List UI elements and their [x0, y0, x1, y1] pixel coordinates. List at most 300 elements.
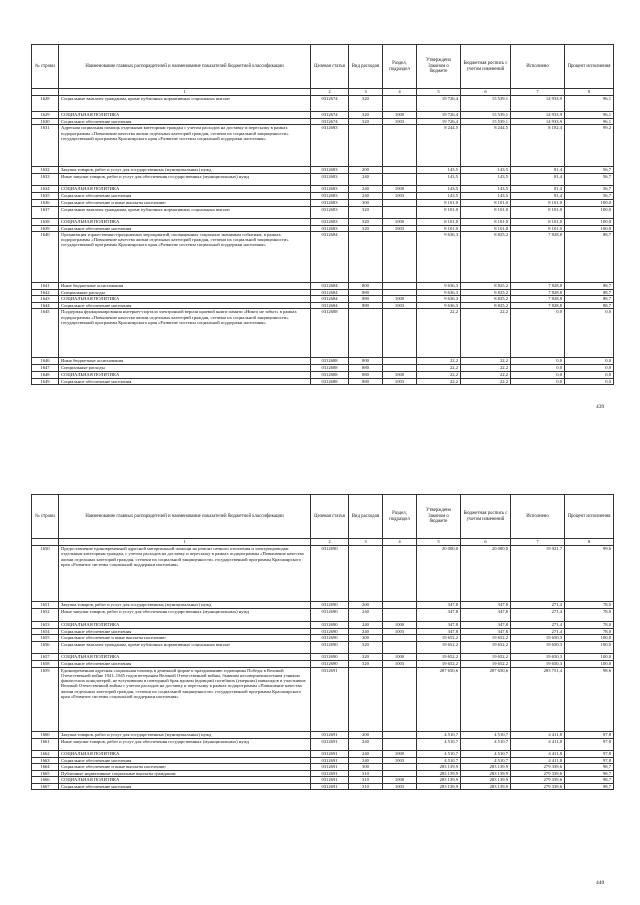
row-name: СОЦИАЛЬНАЯ ПОЛИТИКА — [59, 112, 311, 119]
row-target-article: 0312674 — [311, 112, 349, 119]
row-section — [383, 174, 417, 186]
row-target-article: 0312683 — [311, 199, 349, 206]
row-schedule: 347,8 — [461, 602, 511, 609]
row-name: Предоставление единовременной адресной материальной помощи на ремонт печного отопления и электропроводки отдельным категориям граждан, с учетом расходов на доставку и пересылку в рамках подпрограммы «Повышение качества жизни отдельных категорий граждан, степени их социальной защищенности» государственной программы Красноярского края «Развитие системы социальной поддержки населения» — [59, 546, 311, 602]
row-percent: 100,0 — [565, 654, 614, 661]
row-approved: 19 726,4 — [417, 119, 461, 125]
row-number: 1654 — [32, 629, 59, 635]
row-name: Социальное обеспечение и иные выплаты населению — [59, 763, 311, 770]
row-target-article: 0312691 — [311, 667, 349, 731]
row-target-article: 0312688 — [311, 365, 349, 371]
row-section: 1003 — [383, 193, 417, 199]
row-executed: 8 101,0 — [511, 199, 565, 206]
row-expense-type: 320 — [349, 661, 383, 667]
row-schedule: 143,5 — [461, 186, 511, 193]
row-approved: 8 101,0 — [417, 199, 461, 206]
header-executed: Исполнено — [511, 495, 565, 539]
header-approved: Утверждено Законом о бюджете — [417, 495, 461, 539]
row-expense-type: 320 — [349, 218, 383, 225]
row-executed: 279 339,6 — [511, 784, 565, 790]
row-schedule: 22,2 — [461, 309, 511, 358]
row-schedule: 347,8 — [461, 622, 511, 629]
row-executed: 271,4 — [511, 629, 565, 635]
row-executed: 279 339,6 — [511, 763, 565, 770]
table-row — [32, 642, 614, 654]
row-number: 1628 — [32, 96, 59, 112]
table-row — [32, 750, 614, 757]
row-approved: 283 139,9 — [417, 784, 461, 790]
row-expense-type: 320 — [349, 206, 383, 218]
row-schedule: 8 101,0 — [461, 218, 511, 225]
table-row — [32, 96, 614, 112]
row-percent: 88,7 — [565, 282, 614, 289]
row-section — [383, 309, 417, 358]
table-row — [32, 609, 614, 622]
row-percent: 100,0 — [565, 218, 614, 225]
row-executed: 271,4 — [511, 622, 565, 629]
row-expense-type: 310 — [349, 777, 383, 784]
row-approved: 22,2 — [417, 365, 461, 371]
header-expense-type: Вид расходов — [349, 45, 383, 89]
row-expense-type: 300 — [349, 199, 383, 206]
row-schedule: 19 652,2 — [461, 635, 511, 642]
row-schedule: 8 825,2 — [461, 296, 511, 303]
row-executed: 4 411,8 — [511, 757, 565, 763]
row-percent: 98,7 — [565, 777, 614, 784]
row-section: 1000 — [383, 112, 417, 119]
row-number: 1649 — [32, 378, 59, 384]
row-section — [383, 609, 417, 622]
row-schedule: 8 825,2 — [461, 282, 511, 289]
row-section — [383, 96, 417, 112]
row-schedule: 143,5 — [461, 193, 511, 199]
header-schedule: Бюджетная роспись с учетом изменений — [461, 45, 511, 89]
row-schedule: 4 510,7 — [461, 757, 511, 763]
row-name: Социальное обеспечение и иные выплаты населению — [59, 635, 311, 642]
table-row — [32, 112, 614, 119]
row-name: Социальное обеспечение и иные выплаты населению — [59, 199, 311, 206]
row-approved: 22,2 — [417, 378, 461, 384]
row-number: 1630 — [32, 119, 59, 125]
header-section: Раздел, подраздел — [383, 45, 417, 89]
row-executed: 19 650,3 — [511, 654, 565, 661]
row-approved: 347,8 — [417, 609, 461, 622]
row-section — [383, 763, 417, 770]
row-number: 1653 — [32, 622, 59, 629]
row-executed: 8 182,4 — [511, 125, 565, 167]
row-target-article: 0312690 — [311, 602, 349, 609]
row-executed: 0,0 — [511, 365, 565, 371]
row-approved: 4 510,7 — [417, 738, 461, 750]
column-index: 2 — [311, 89, 349, 96]
row-approved: 9 636,3 — [417, 282, 461, 289]
row-expense-type: 880 — [349, 365, 383, 371]
row-percent: 98,7 — [565, 770, 614, 776]
row-name: Социальное обеспечение населения — [59, 303, 311, 309]
row-number: 1634 — [32, 186, 59, 193]
row-target-article: 0312683 — [311, 225, 349, 231]
row-approved: 8 101,0 — [417, 218, 461, 225]
row-executed: 14 933,9 — [511, 119, 565, 125]
row-expense-type: 240 — [349, 738, 383, 750]
row-name: Социальное обеспечение населения — [59, 193, 311, 199]
row-section: 1000 — [383, 777, 417, 784]
row-number: 1646 — [32, 358, 59, 365]
row-percent: 78,0 — [565, 602, 614, 609]
row-percent: 0,0 — [565, 309, 614, 358]
row-number: 1662 — [32, 750, 59, 757]
row-expense-type: 240 — [349, 174, 383, 186]
row-schedule: 15 539,1 — [461, 112, 511, 119]
row-approved: 143,5 — [417, 186, 461, 193]
row-percent: 100,0 — [565, 635, 614, 642]
row-approved: 347,8 — [417, 622, 461, 629]
table-row — [32, 174, 614, 186]
row-schedule: 287 650,6 — [461, 667, 511, 731]
row-expense-type: 800 — [349, 282, 383, 289]
row-expense-type: 200 — [349, 602, 383, 609]
row-approved: 9 636,3 — [417, 296, 461, 303]
row-target-article: 0312674 — [311, 96, 349, 112]
header-row-number: № строки — [32, 45, 59, 89]
row-schedule: 8 101,0 — [461, 225, 511, 231]
row-executed: 19 650,3 — [511, 635, 565, 642]
table-row — [32, 622, 614, 629]
row-target-article: 0312688 — [311, 371, 349, 378]
row-section — [383, 199, 417, 206]
row-percent: 97,8 — [565, 757, 614, 763]
row-approved: 9 636,3 — [417, 289, 461, 295]
row-approved: 8 101,0 — [417, 225, 461, 231]
row-name: Иные бюджетные ассигнования — [59, 358, 311, 365]
row-expense-type: 240 — [349, 757, 383, 763]
row-percent: 100,0 — [565, 225, 614, 231]
row-target-article: 0312683 — [311, 186, 349, 193]
column-index: 6 — [461, 89, 511, 96]
table-row — [32, 282, 614, 289]
column-index: 1 — [59, 539, 311, 546]
row-schedule: 8 825,2 — [461, 289, 511, 295]
row-approved: 347,8 — [417, 602, 461, 609]
row-expense-type: 320 — [349, 96, 383, 112]
column-index: 7 — [511, 539, 565, 546]
row-target-article: 0312683 — [311, 193, 349, 199]
row-schedule: 19 652,2 — [461, 661, 511, 667]
row-percent: 0,0 — [565, 371, 614, 378]
row-section: 1000 — [383, 371, 417, 378]
row-target-article: 0312690 — [311, 642, 349, 654]
row-section — [383, 602, 417, 609]
row-target-article: 0312691 — [311, 738, 349, 750]
row-executed: 271,4 — [511, 609, 565, 622]
row-section: 1000 — [383, 750, 417, 757]
row-percent: 100,0 — [565, 206, 614, 218]
row-executed: 19 650,3 — [511, 642, 565, 654]
row-name: Социальные выплаты гражданам, кроме публичных нормативных социальных выплат — [59, 96, 311, 112]
row-approved: 143,5 — [417, 193, 461, 199]
table-row — [32, 231, 614, 282]
row-expense-type: 880 — [349, 378, 383, 384]
row-name: СОЦИАЛЬНАЯ ПОЛИТИКА — [59, 296, 311, 303]
row-name: Специальные расходы — [59, 365, 311, 371]
row-number: 1642 — [32, 289, 59, 295]
row-expense-type: 200 — [349, 167, 383, 174]
row-name: Социальные выплаты гражданам, кроме публичных нормативных социальных выплат — [59, 206, 311, 218]
row-section — [383, 635, 417, 642]
row-percent: 0,0 — [565, 365, 614, 371]
row-expense-type: 880 — [349, 289, 383, 295]
table-row — [32, 654, 614, 661]
row-percent: 88,7 — [565, 289, 614, 295]
column-index: 8 — [565, 89, 614, 96]
row-schedule: 283 139,9 — [461, 784, 511, 790]
row-section — [383, 546, 417, 602]
row-percent: 100,0 — [565, 642, 614, 654]
row-schedule: 4 510,7 — [461, 731, 511, 738]
row-executed: 14 933,9 — [511, 112, 565, 119]
row-approved: 22,2 — [417, 309, 461, 358]
row-percent: 96,1 — [565, 96, 614, 112]
table-row — [32, 125, 614, 167]
row-schedule: 8 825,2 — [461, 303, 511, 309]
row-number: 1644 — [32, 303, 59, 309]
row-expense-type — [349, 667, 383, 731]
row-schedule: 15 539,1 — [461, 96, 511, 112]
column-index: 2 — [311, 539, 349, 546]
row-approved: 287 650,6 — [417, 667, 461, 731]
row-percent: 0,0 — [565, 358, 614, 365]
row-number: 1633 — [32, 174, 59, 186]
row-name: Закупка товаров, работ и услуг для государственных (муниципальных) нужд — [59, 602, 311, 609]
row-number: 1636 — [32, 199, 59, 206]
table-row — [32, 635, 614, 642]
row-target-article: 0312684 — [311, 231, 349, 282]
column-index: 5 — [417, 89, 461, 96]
row-approved: 22,2 — [417, 371, 461, 378]
row-section — [383, 206, 417, 218]
row-schedule: 143,5 — [461, 167, 511, 174]
row-approved: 22,2 — [417, 358, 461, 365]
row-executed: 14 933,9 — [511, 96, 565, 112]
row-approved: 283 139,9 — [417, 777, 461, 784]
row-executed: 7 828,8 — [511, 289, 565, 295]
row-executed: 4 411,8 — [511, 731, 565, 738]
row-schedule: 22,2 — [461, 365, 511, 371]
header-expense-type: Вид расходов — [349, 495, 383, 539]
page-number: 439 — [596, 404, 605, 410]
row-expense-type: 240 — [349, 609, 383, 622]
row-section: 1003 — [383, 119, 417, 125]
row-target-article: 0312690 — [311, 629, 349, 635]
row-schedule: 8 244,5 — [461, 125, 511, 167]
row-percent: 100,0 — [565, 199, 614, 206]
row-name: СОЦИАЛЬНАЯ ПОЛИТИКА — [59, 218, 311, 225]
row-percent: 98,6 — [565, 667, 614, 731]
header-section: Раздел, подраздел — [383, 495, 417, 539]
row-target-article: 0312691 — [311, 750, 349, 757]
column-index: 7 — [511, 89, 565, 96]
row-number: 1660 — [32, 731, 59, 738]
row-name: Адресная социальная помощь отдельным категориям граждан с учетом расходов на доставку и пересылку в рамках подпрограммы «Повышение качества жизни отдельных категорий граждан, степени их социальной защищенности» государственной программы Красноярского края «Развитие системы социальной поддержки населения» — [59, 125, 311, 167]
table-row — [32, 777, 614, 784]
row-executed: 8 101,0 — [511, 218, 565, 225]
table-header-row — [32, 495, 614, 539]
row-target-article: 0312690 — [311, 661, 349, 667]
row-target-article: 0312691 — [311, 777, 349, 784]
row-section: 1000 — [383, 622, 417, 629]
column-index: 1 — [59, 89, 311, 96]
row-approved: 4 510,7 — [417, 750, 461, 757]
row-executed: 81,4 — [511, 167, 565, 174]
row-name: СОЦИАЛЬНАЯ ПОЛИТИКА — [59, 186, 311, 193]
row-section: 1003 — [383, 757, 417, 763]
row-expense-type: 880 — [349, 371, 383, 378]
row-percent: 97,8 — [565, 738, 614, 750]
row-schedule: 22,2 — [461, 371, 511, 378]
row-number: 1629 — [32, 112, 59, 119]
row-percent: 99,6 — [565, 546, 614, 602]
budget-table-page-439 — [31, 44, 614, 385]
row-schedule: 15 539,1 — [461, 119, 511, 125]
table-row — [32, 378, 614, 384]
row-expense-type: 320 — [349, 119, 383, 125]
row-executed: 81,4 — [511, 174, 565, 186]
row-percent: 97,8 — [565, 750, 614, 757]
table-row — [32, 218, 614, 225]
table-row — [32, 602, 614, 609]
row-section — [383, 731, 417, 738]
row-executed: 8 101,0 — [511, 225, 565, 231]
row-percent: 96,1 — [565, 112, 614, 119]
row-expense-type — [349, 231, 383, 282]
row-name: Социальные выплаты гражданам, кроме публичных нормативных социальных выплат — [59, 642, 311, 654]
table-row — [32, 296, 614, 303]
header-percent: Процент исполнения — [565, 495, 614, 539]
row-percent: 78,0 — [565, 622, 614, 629]
row-number: 1631 — [32, 125, 59, 167]
row-target-article: 0312684 — [311, 289, 349, 295]
row-target-article: 0312690 — [311, 654, 349, 661]
row-schedule: 19 652,2 — [461, 654, 511, 661]
row-executed: 7 828,8 — [511, 282, 565, 289]
row-approved: 20 000,0 — [417, 546, 461, 602]
row-target-article: 0312691 — [311, 757, 349, 763]
column-index-row — [32, 539, 614, 546]
row-target-article: 0312690 — [311, 609, 349, 622]
row-expense-type: 240 — [349, 629, 383, 635]
column-index — [32, 89, 59, 96]
row-target-article: 0312688 — [311, 309, 349, 358]
row-target-article: 0312683 — [311, 206, 349, 218]
row-expense-type: 240 — [349, 186, 383, 193]
row-target-article: 0312684 — [311, 282, 349, 289]
row-executed: 4 411,8 — [511, 750, 565, 757]
row-percent: 98,7 — [565, 763, 614, 770]
row-schedule: 22,2 — [461, 358, 511, 365]
row-expense-type: 240 — [349, 622, 383, 629]
row-expense-type: 880 — [349, 296, 383, 303]
row-name: Иные бюджетные ассигнования — [59, 282, 311, 289]
row-expense-type: 800 — [349, 358, 383, 365]
row-percent: 78,0 — [565, 629, 614, 635]
row-number: 1641 — [32, 282, 59, 289]
row-name: Организация торжественно-праздничных мероприятий, посвященных социально значимым событиям, в рамках подпрограммы «Повышение качества жизни отдельных категорий граждан, степени их социальной защищенности» государственной программы Красноярского края «Развитие системы социальной поддержки населения» — [59, 231, 311, 282]
row-approved: 8 244,5 — [417, 125, 461, 167]
row-number: 1647 — [32, 365, 59, 371]
row-target-article: 0312690 — [311, 622, 349, 629]
row-schedule: 19 652,2 — [461, 642, 511, 654]
row-expense-type — [349, 546, 383, 602]
row-expense-type: 240 — [349, 750, 383, 757]
table-row — [32, 309, 614, 358]
row-expense-type: 320 — [349, 225, 383, 231]
header-approved: Утверждено Законом о бюджете — [417, 45, 461, 89]
row-executed: 7 828,8 — [511, 231, 565, 282]
row-executed: 279 339,6 — [511, 777, 565, 784]
row-percent: 96,1 — [565, 119, 614, 125]
row-percent: 56,7 — [565, 193, 614, 199]
row-target-article: 0312688 — [311, 358, 349, 365]
row-section — [383, 667, 417, 731]
row-executed: 7 828,8 — [511, 303, 565, 309]
column-index-row — [32, 89, 614, 96]
table-row — [32, 738, 614, 750]
table-row — [32, 199, 614, 206]
row-name: Социальное обеспечение населения — [59, 661, 311, 667]
row-target-article: 0312683 — [311, 167, 349, 174]
table-row — [32, 206, 614, 218]
row-schedule: 283 139,9 — [461, 763, 511, 770]
row-percent: 98,7 — [565, 784, 614, 790]
row-name: СОЦИАЛЬНАЯ ПОЛИТИКА — [59, 622, 311, 629]
row-name: Иные закупки товаров, работ и услуг для обеспечения государственных (муниципальных) нужд — [59, 738, 311, 750]
row-schedule: 283 139,9 — [461, 777, 511, 784]
table-header-row — [32, 45, 614, 89]
row-section: 1003 — [383, 303, 417, 309]
row-percent: 100,0 — [565, 661, 614, 667]
column-index: 4 — [383, 89, 417, 96]
row-target-article: 0312691 — [311, 784, 349, 790]
table-row — [32, 371, 614, 378]
row-approved: 9 636,3 — [417, 231, 461, 282]
row-percent: 56,7 — [565, 186, 614, 193]
row-expense-type — [349, 309, 383, 358]
row-name: Публичные нормативные социальные выплаты гражданам — [59, 770, 311, 776]
row-section: 1003 — [383, 784, 417, 790]
row-name: Поддержка функционирования интернет-портала электронной версии краевой книги памяти «Никто не забыт» в рамках подпрограммы «Повышение качества жизни отдельных категорий граждан, степени их социальной защищенности» государственной программы Красноярского края «Развитие системы социальной поддержки населения» — [59, 309, 311, 358]
row-name: Закупка товаров, работ и услуг для государственных (муниципальных) нужд — [59, 731, 311, 738]
row-schedule: 4 510,7 — [461, 738, 511, 750]
row-name: СОЦИАЛЬНАЯ ПОЛИТИКА — [59, 654, 311, 661]
column-index: 3 — [349, 89, 383, 96]
header-name: Наименование главных распорядителей и наименование показателей бюджетной классификации — [59, 495, 311, 539]
row-name: Единовременная адресная социальная помощь в денежной форме к празднованию годовщины Победы в Великой Отечественной войне 1941–1945 годов ветеранам Великой Отечественной войны, бывшим несовершеннолетним узникам фашистских концлагерей, не вступившим в повторный брак вдовам (вдовцам) погибших (умерших) инвалидов и участников Великой Отечественной войны с учетом расходов на доставку и пересылку в рамках подпрограммы «Повышение качества жизни отдельных категорий граждан, степени их социальной защищенности» государственной программы Красноярского края «Развитие системы социальной поддержки населения» — [59, 667, 311, 731]
row-target-article: 0312683 — [311, 174, 349, 186]
row-number: 1659 — [32, 667, 59, 731]
column-index: 8 — [565, 539, 614, 546]
row-name: Социальное обеспечение населения — [59, 784, 311, 790]
row-percent: 78,0 — [565, 609, 614, 622]
row-expense-type: 200 — [349, 731, 383, 738]
row-expense-type: 880 — [349, 303, 383, 309]
row-number: 1651 — [32, 602, 59, 609]
row-executed: 4 411,8 — [511, 738, 565, 750]
row-expense-type: 310 — [349, 784, 383, 790]
row-section: 1003 — [383, 378, 417, 384]
table-row — [32, 358, 614, 365]
header-percent: Процент исполнения — [565, 45, 614, 89]
row-executed: 0,0 — [511, 378, 565, 384]
